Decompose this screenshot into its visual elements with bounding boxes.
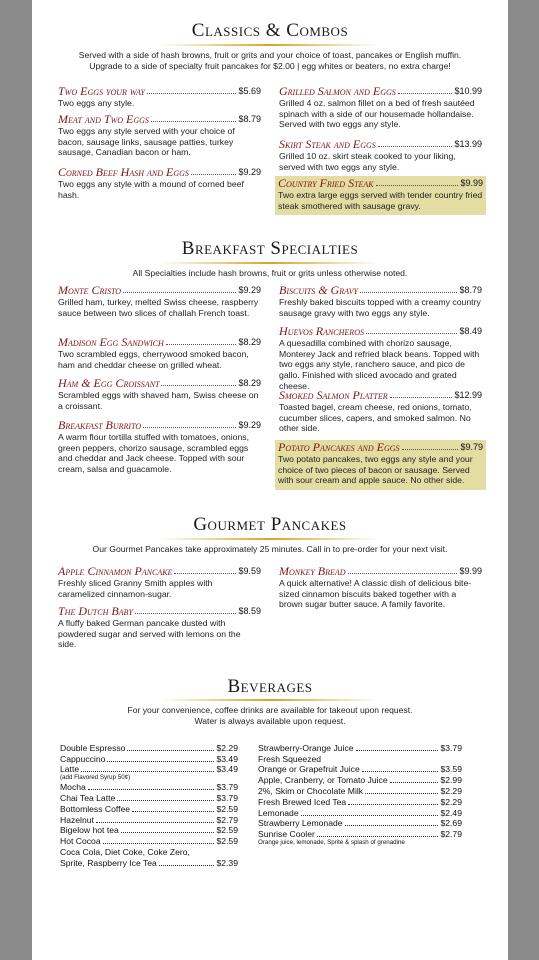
menu-item: The Dutch Baby $8.59 A fluffy baked German pancake dusted with powdered sugar and served with lemons on the side. (58, 604, 261, 650)
list-item: Fresh Brewed Iced Tea $2.29 (258, 796, 462, 807)
section-title-pancakes: Gourmet Pancakes (193, 514, 347, 535)
list-item: Strawberry Lemonade $2.69 (258, 818, 462, 829)
specialties-intro: All Specialties include hash browns, fruit or grits unless otherwise noted. (132, 268, 408, 278)
beverage-list-left (60, 742, 238, 868)
list-item: Bigelow hot tea $2.59 (60, 825, 238, 836)
menu-item-featured: Country Fried Steak $9.99 Two extra large eggs served with tender country fried steak smothered with sausage gravy. (275, 176, 486, 215)
section-divider (160, 538, 380, 540)
menu-item: Biscuits & Gravy $8.79 Freshly baked biscuits topped with a creamy country sausage gravy with two eggs any style. (279, 283, 482, 318)
list-item-line: Coca Cola, Diet Coke, Coke Zero, (60, 846, 190, 857)
menu-item: Breakfast Burrito $9.29 A warm flour tortilla stuffed with tomatoes, onions, green peppers, chorizo sausage, scrambled eggs and cheddar and Jack cheese. Topped with sour cream, salsa and guacamole. (58, 418, 261, 475)
beverage-list-right (258, 742, 462, 846)
menu-item: Huevos Rancheros $8.49 A quesadilla combined with chorizo sausage, Monterey Jack and refried black beans. Topped with two eggs any style, ranchero sauce, and pico de gallo. Finished with sliced avocado and grated cheese. (279, 324, 482, 391)
menu-item: Apple Cinnamon Pancake $9.59 Freshly sliced Granny Smith apples with caramelized cinnamon-sugar. (58, 564, 261, 599)
list-item: Hot Cocoa $2.59 (60, 836, 238, 847)
menu-item: Meat and Two Eggs $8.79 Two eggs any style served with your choice of bacon, sausage links, sausage patties, turkey sausage, Canadian bacon or ham. (58, 112, 261, 158)
list-item: Chai Tea Latte $3.79 (60, 792, 238, 803)
menu-item: Madison Egg Sandwich $8.29 Two scrambled eggs, cherrywood smoked bacon, ham and cheddar cheese on grilled wheat. (58, 335, 261, 370)
list-item: Apple, Cranberry, or Tomato Juice $2.99 (258, 775, 462, 786)
classics-intro: Served with a side of hash browns, fruit or grits and your choice of toast, pancakes or English muffin. Upgrade to a side of specialty fruit pancakes for $2.00 | egg whites or beaters, no extra charge! (78, 50, 462, 71)
list-item: Orange or Grapefruit Juice $3.59 (258, 764, 462, 775)
menu-item: Two Eggs your way $5.69 Two eggs any style. (58, 84, 261, 108)
sunrise-cooler-note: Orange juice, lemonade, Sprite & splash of grenadine (258, 839, 405, 847)
list-item-line: Fresh Squeezed (258, 753, 322, 764)
list-item: Lemonade $2.49 (258, 807, 462, 818)
list-item: Sunrise Cooler $2.79 (258, 829, 462, 840)
list-item: Hazelnut $2.79 (60, 814, 238, 825)
menu-item: Corned Beef Hash and Eggs $9.29 Two eggs any style with a mound of corned beef hash. (58, 165, 261, 200)
menu-item: Skirt Steak and Eggs $13.99 Grilled 10 oz. skirt steak cooked to your liking, served with two eggs any style. (279, 137, 482, 172)
list-item: Double Espresso $2.29 (60, 742, 238, 753)
pancakes-intro: Our Gourmet Pancakes take approximately 25 minutes. Call in to pre-order for your next visit. (92, 544, 448, 554)
menu-item: Smoked Salmon Platter $12.99 Toasted bagel, cream cheese, red onions, tomato, cucumber slices, capers, and smoked salmon. No other side. (279, 388, 482, 434)
list-item: Cappuccino $3.49 (60, 753, 238, 764)
section-divider (160, 699, 380, 701)
list-item: 2%, Skim or Chocolate Milk $2.29 (258, 785, 462, 796)
menu-item-featured: Potato Pancakes and Eggs $9.79 Two potato pancakes, two eggs any style and your choice of two pieces of bacon or sausage. Served with sour cream and apple sauce. No other side. (275, 440, 486, 490)
section-divider (160, 44, 380, 46)
beverages-intro: For your convenience, coffee drinks are available for takeout upon request. Water is always available upon request. (127, 705, 413, 726)
section-title-classics: Classics & Combos (191, 20, 349, 41)
menu-item: Grilled Salmon and Eggs $10.99 Grilled 4 oz. salmon fillet on a bed of fresh sautéed spinach with a side of our housemade hollandaise. Served with two eggs any style. (279, 84, 482, 130)
list-item: Strawberry-Orange Juice $3.79 (258, 742, 462, 753)
list-item: Sprite, Raspberry Ice Tea $2.39 (60, 857, 238, 868)
section-divider (160, 262, 380, 264)
list-item: Bottomless Coffee $2.59 (60, 803, 238, 814)
menu-item: Ham & Egg Croissant $8.29 Scrambled eggs with shaved ham, Swiss cheese on a croissant. (58, 376, 261, 411)
list-item: Latte $3.49 (60, 764, 238, 775)
menu-page (32, 0, 508, 960)
list-item: Mocha $3.79 (60, 782, 238, 793)
latte-note: (add Flavored Syrup 50¢) (60, 774, 131, 782)
menu-item: Monkey Bread $9.99 A quick alternative! A classic dish of delicious bite-sized cinnamon biscuits baked together with a brown sugar butter sauce. A family favorite. (279, 564, 482, 610)
section-title-specialties: Breakfast Specialties (181, 238, 359, 259)
menu-item: Monte Cristo $9.29 Grilled ham, turkey, melted Swiss cheese, raspberry sauce between two slices of challah French toast. (58, 283, 261, 318)
section-title-beverages: Beverages (227, 676, 313, 697)
